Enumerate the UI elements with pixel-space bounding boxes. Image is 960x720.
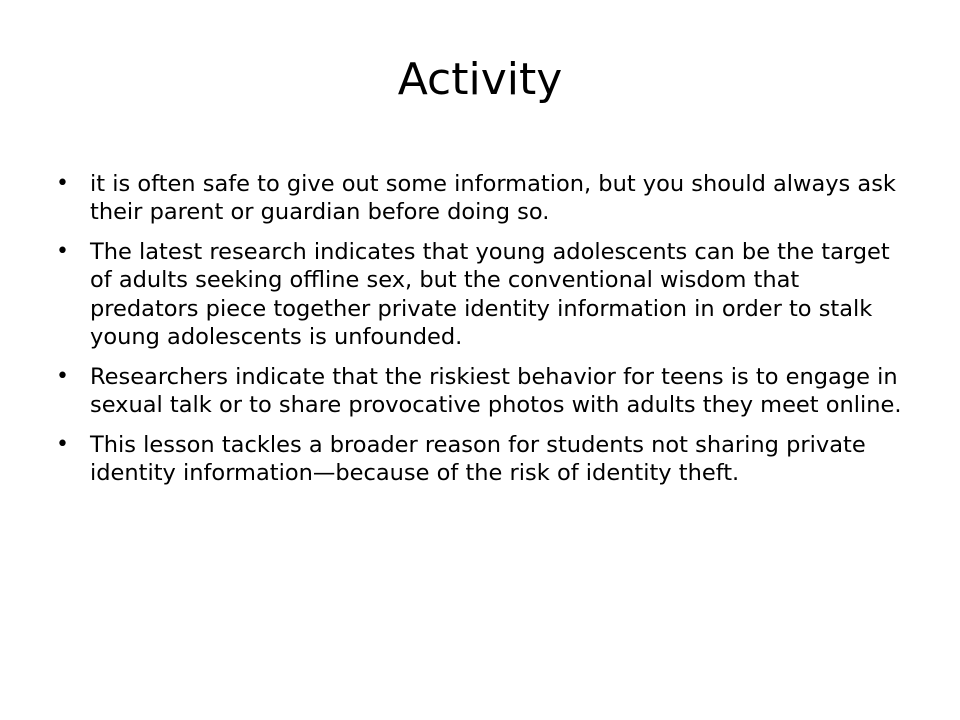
bullet-dot-icon: •	[56, 239, 69, 265]
bullet-dot-icon: •	[56, 363, 69, 389]
bullet-item	[56, 170, 906, 226]
bullet-list	[56, 170, 906, 499]
bullet-item	[56, 431, 906, 487]
bullet-dot-icon: •	[56, 432, 69, 457]
bullet-item	[56, 363, 906, 419]
bullet-text: it is often safe to give out some information, but you should always ask their parent or guardian before doing so.	[90, 171, 896, 226]
bullet-dot-icon: •	[56, 171, 69, 196]
bullet-text: Researchers indicate that the riskiest behavior for teens is to engage in sexual talk or to share provocative photos with adults they meet online.	[90, 363, 902, 418]
bullet-text: The latest research indicates that young adolescents can be the target of adults seeking offline sex, but the conventional wisdom that predators piece together private identity information in order to stalk young adolescents is unfounded.	[90, 239, 890, 350]
slide-title: Activity	[397, 54, 563, 105]
bullet-text: This lesson tackles a broader reason for students not sharing private identity information—because of the risk of identity theft.	[90, 432, 866, 487]
bullet-item	[56, 238, 906, 351]
